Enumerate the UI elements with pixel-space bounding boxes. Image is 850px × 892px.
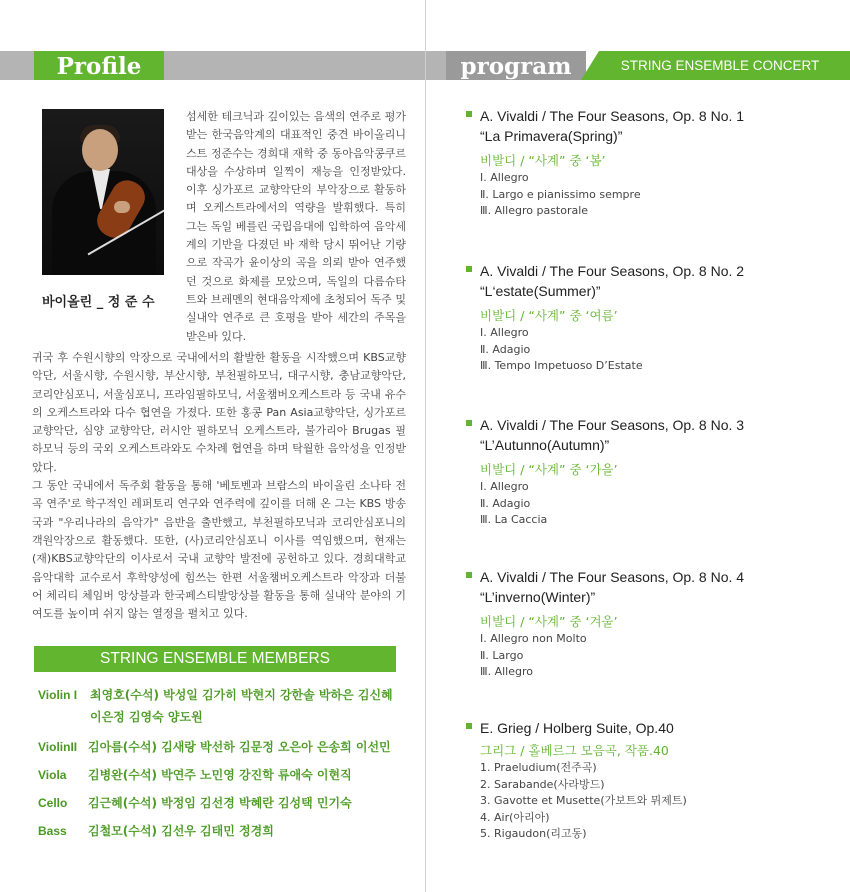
photo-caption: 바이올린 _ 정 준 수 — [42, 295, 155, 310]
movement: Ⅲ. Tempo Impetuoso D’Estate — [480, 359, 643, 372]
section-label: Viola — [38, 768, 67, 782]
section-label: Cello — [38, 796, 68, 810]
movement: Ⅱ. Largo e pianissimo sempre — [480, 187, 641, 201]
piece-subtitle: “La Primavera(Spring)” — [480, 128, 623, 144]
piece-title: E. Grieg / Holberg Suite, Op.40 — [480, 720, 674, 736]
bullet-icon — [466, 723, 472, 729]
profile-header-band-left — [0, 51, 34, 80]
movement: 5. Rigaudon(리고동) — [480, 827, 587, 840]
profile-title: Profile — [56, 53, 142, 80]
program-item-4 — [466, 567, 826, 681]
concert-tab-label: STRING ENSEMBLE CONCERT — [620, 58, 820, 73]
program-item-3 — [466, 415, 826, 529]
movement: Ⅲ. Allegro pastorale — [480, 204, 589, 217]
movement: 4. Air(아리아) — [480, 810, 550, 824]
piece-korean-title: 그리그 / 홀베르그 모음곡, 작품.40 — [480, 743, 669, 758]
section-label: Bass — [38, 824, 67, 838]
member-names: 김병완(수석) 박연주 노민영 강진학 류애숙 이현직 — [88, 768, 352, 782]
piece-subtitle: “L’Autunno(Autumn)” — [480, 437, 610, 453]
member-names: 김철모(수석) 김선우 김태민 정경희 — [88, 824, 274, 838]
program-title: program — [460, 53, 572, 80]
piece-title: A. Vivaldi / The Four Seasons, Op. 8 No. 1 — [480, 108, 745, 124]
bio-paragraph-2: 그 동안 국내에서 독주회 활동을 통해 '베토벤과 브람스의 바이올린 소나타 전곡 연주'로 학구적인 레퍼토리 연구와 연주력에 깊이를 더해 온 그는 KBS 방송국과 "우리나라의 음악가" 음반을 출반했고, 부천필하모닉과 코리안심포니의 객원악장으로 활동했다. 또한, (사)코리안심포니 이사를 역임했으며, 현재는 (재)KBS교향악단의 이사로서 국내 교향악 발전에 공헌하고 있다. 경희대학교 음악대학 교수로서 후학양성에 힘쓰는 한편 서울챔버오케스트라 악장과 더불어 체리티 체임버 앙상블과 한국페스티발앙상블 활동을 통해 실내악 분야의 기여도를 높이며 쉬지 않는 열정을 펼치고 있다. — [32, 479, 406, 621]
program-item-2 — [466, 261, 826, 375]
piece-subtitle: “L‘estate(Summer)” — [480, 283, 601, 299]
movement: Ⅰ. Allegro non Molto — [480, 632, 587, 645]
members-row-bass — [38, 820, 274, 842]
piece-korean-title: 비발디 / “사계” 중 ‘겨울’ — [480, 614, 618, 629]
piece-korean-title: 비발디 / “사계” 중 ‘여름’ — [480, 308, 618, 323]
movement: Ⅱ. Largo — [480, 648, 524, 662]
bullet-icon — [466, 572, 472, 578]
members-row-cello — [38, 792, 352, 814]
piece-title: A. Vivaldi / The Four Seasons, Op. 8 No. 3 — [480, 417, 745, 433]
profile-header-band-right — [164, 51, 425, 80]
section-label: Violin I — [38, 688, 78, 702]
bio-intro: 섬세한 테크닉과 깊이있는 음색의 연주로 평가받는 한국음악계의 대표적인 중견 바이올리니스트 정준수는 경희대 재학 중 동아음악콩쿠르 대상을 수상하며 일찍이 재능을 인정받았다. 이후 싱가포르 교향악단의 부악장으로 활동하며 오케스트라에서의 역량을 발휘했다. 특히 그는 독일 베를린 국립음대에 입학하여 음악세계의 기반을 다졌던 바 재학 당시 뛰어난 기량으로 작곡가 윤이상의 곡을 의뢰 받아 연주했던 것으로 화제를 모았으며, 독일의 다름슈타트와 브레멘의 현대음악제에 초청되어 독주 및 실내악 연주로 큰 호평을 받아 세간의 주목을 받은바 있다. — [186, 110, 406, 343]
program-item-5 — [466, 718, 826, 843]
member-names: 김아름(수석) 김새랑 박선하 김문정 오은아 은송희 이선민 — [88, 740, 391, 754]
movement: Ⅱ. Adagio — [480, 342, 531, 356]
piece-korean-title: 비발디 / “사계” 중 ‘봄’ — [480, 153, 606, 168]
violinist-photo — [42, 109, 164, 275]
page-fold-line — [425, 0, 426, 892]
piece-title: A. Vivaldi / The Four Seasons, Op. 8 No. 2 — [480, 263, 745, 279]
bio-body — [32, 349, 406, 623]
movement: Ⅲ. La Caccia — [480, 513, 548, 526]
program-header-band-left — [426, 51, 446, 80]
movement: Ⅱ. Adagio — [480, 496, 531, 510]
member-names: 이은정 김영숙 양도원 — [90, 710, 203, 724]
movement: 3. Gavotte et Musette(가보트와 뮈제트) — [480, 794, 687, 807]
piece-title: A. Vivaldi / The Four Seasons, Op. 8 No. 4 — [480, 569, 745, 585]
bullet-icon — [466, 420, 472, 426]
program-item-1 — [466, 106, 826, 220]
bio-paragraph-1: 귀국 후 수원시향의 악장으로 국내에서의 활발한 활동을 시작했으며 KBS교향악단, 서울시향, 수원시향, 부산시향, 부천필하모닉, 대구시향, 충남교향악단, 코리안심포니, 서울심포니, 프라임필하모닉, 서울챔버오케스트라 등 국내 유수의 오케스트라와 다수 협연을 가졌다. 또한 홍콩 Pan Asia교향악단, 싱가포르 교향악단, 심양 교향악단, 러시안 필하모닉 오케스트라, 불가리아 Brugas 필하모닉 등의 국외 오케스트라와도 수차례 협연을 하며 탁월한 음악성을 인정받았다. — [32, 351, 406, 474]
members-row-viola — [38, 764, 352, 786]
section-label: ViolinII — [38, 740, 78, 754]
members-row-violin1 — [38, 684, 393, 728]
piece-korean-title: 비발디 / “사계” 중 ‘가을’ — [480, 462, 618, 477]
members-title: STRING ENSEMBLE MEMBERS — [34, 646, 396, 672]
movement: Ⅰ. Allegro — [480, 326, 529, 339]
piece-subtitle: “L’inverno(Winter)” — [480, 589, 596, 605]
bullet-icon — [466, 111, 472, 117]
bullet-icon — [466, 266, 472, 272]
movement: 2. Sarabande(사라방드) — [480, 777, 605, 791]
member-names: 최영호(수석) 박성일 김가히 박현지 강한솔 박하은 김신혜 — [90, 688, 393, 702]
movement: Ⅰ. Allegro — [480, 480, 529, 493]
movement: Ⅰ. Allegro — [480, 171, 529, 184]
movement: Ⅲ. Allegro — [480, 665, 533, 678]
movement: 1. Praeludium(전주곡) — [480, 761, 597, 774]
members-row-violin2 — [38, 736, 391, 758]
member-names: 김근혜(수석) 박정임 김선경 박혜란 김성택 민기숙 — [88, 796, 352, 810]
